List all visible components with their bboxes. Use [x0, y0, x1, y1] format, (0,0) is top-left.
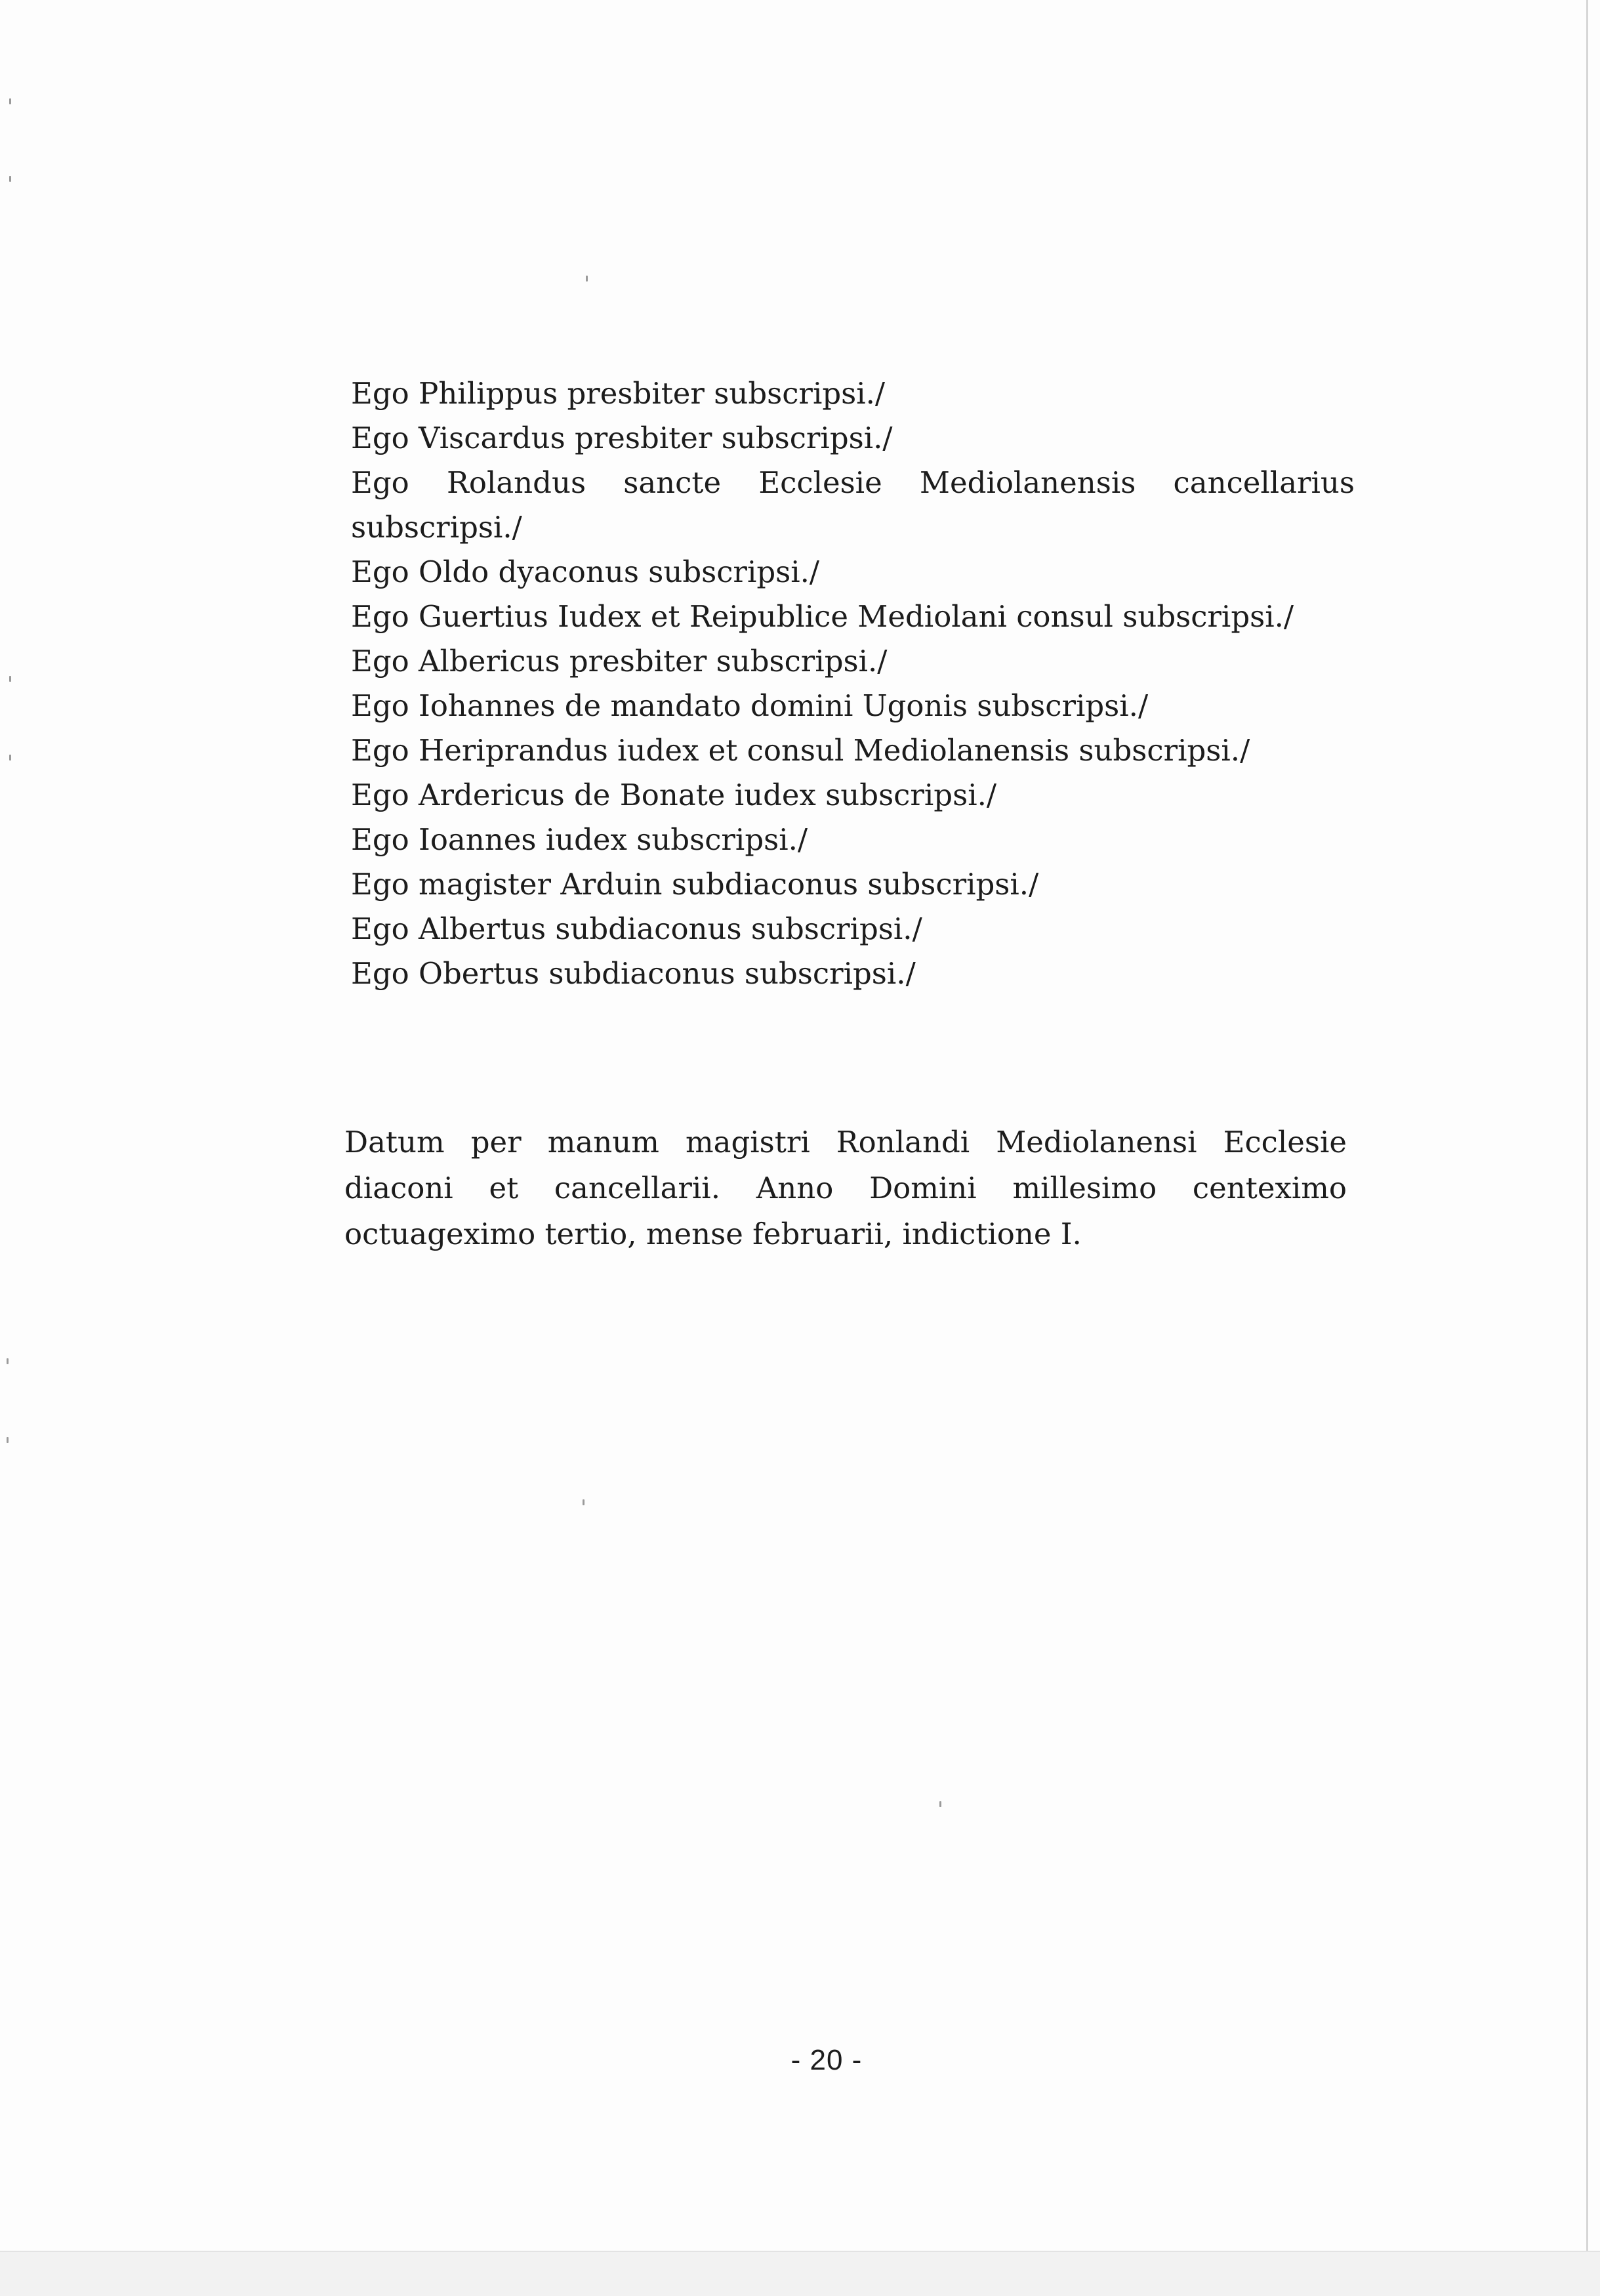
signature-line: Ego Ardericus de Bonate iudex subscripsi./ — [351, 778, 997, 812]
signature-line: Ego Guertius Iudex et Reipublice Mediolani consul subscripsi./ — [351, 599, 1294, 634]
signature-line: Ego Oldo dyaconus subscripsi./ — [351, 554, 820, 589]
datum-line: diaconi et cancellarii. Anno Domini millesimo centeximo — [344, 1171, 1347, 1205]
scan-speck — [7, 1437, 9, 1443]
scan-speck — [583, 1499, 585, 1505]
scan-speck — [7, 1358, 9, 1364]
datum-line: octuageximo tertio, mense februarii, indictione I. — [344, 1217, 1082, 1251]
scan-speck — [939, 1801, 941, 1807]
signature-line: Ego Viscardus presbiter subscripsi./ — [351, 421, 893, 455]
scan-speck — [586, 276, 588, 282]
scan-edge-bottom — [0, 2251, 1600, 2296]
signature-line: Ego Rolandus sancte Ecclesie Mediolanensis cancellarius — [351, 465, 1355, 500]
signature-line: Ego Philippus presbiter subscripsi./ — [351, 376, 886, 411]
page-number: - 20 - — [790, 2044, 863, 2076]
scan-speck — [9, 98, 11, 104]
signature-line: Ego Albericus presbiter subscripsi./ — [351, 644, 888, 678]
datum-line: Datum per manum magistri Ronlandi Mediolanensi Ecclesie — [344, 1125, 1347, 1159]
scan-edge-right — [1586, 0, 1588, 2251]
signature-line: subscripsi./ — [351, 510, 522, 545]
signature-line: Ego Albertus subdiaconus subscripsi./ — [351, 911, 922, 946]
scan-speck — [9, 755, 11, 761]
signature-list — [351, 371, 1355, 996]
scan-edge-bottom-line — [0, 2251, 1600, 2252]
signature-line: Ego magister Arduin subdiaconus subscripsi./ — [351, 867, 1039, 902]
signature-line: Ego Ioannes iudex subscripsi./ — [351, 822, 808, 857]
signature-line: Ego Heriprandus iudex et consul Mediolanensis subscripsi./ — [351, 733, 1250, 768]
signature-line: Ego Obertus subdiaconus subscripsi./ — [351, 956, 916, 991]
scan-speck — [9, 676, 11, 682]
datum-paragraph — [344, 1119, 1347, 1257]
scan-speck — [9, 176, 11, 182]
signature-line: Ego Iohannes de mandato domini Ugonis subscripsi./ — [351, 688, 1149, 723]
